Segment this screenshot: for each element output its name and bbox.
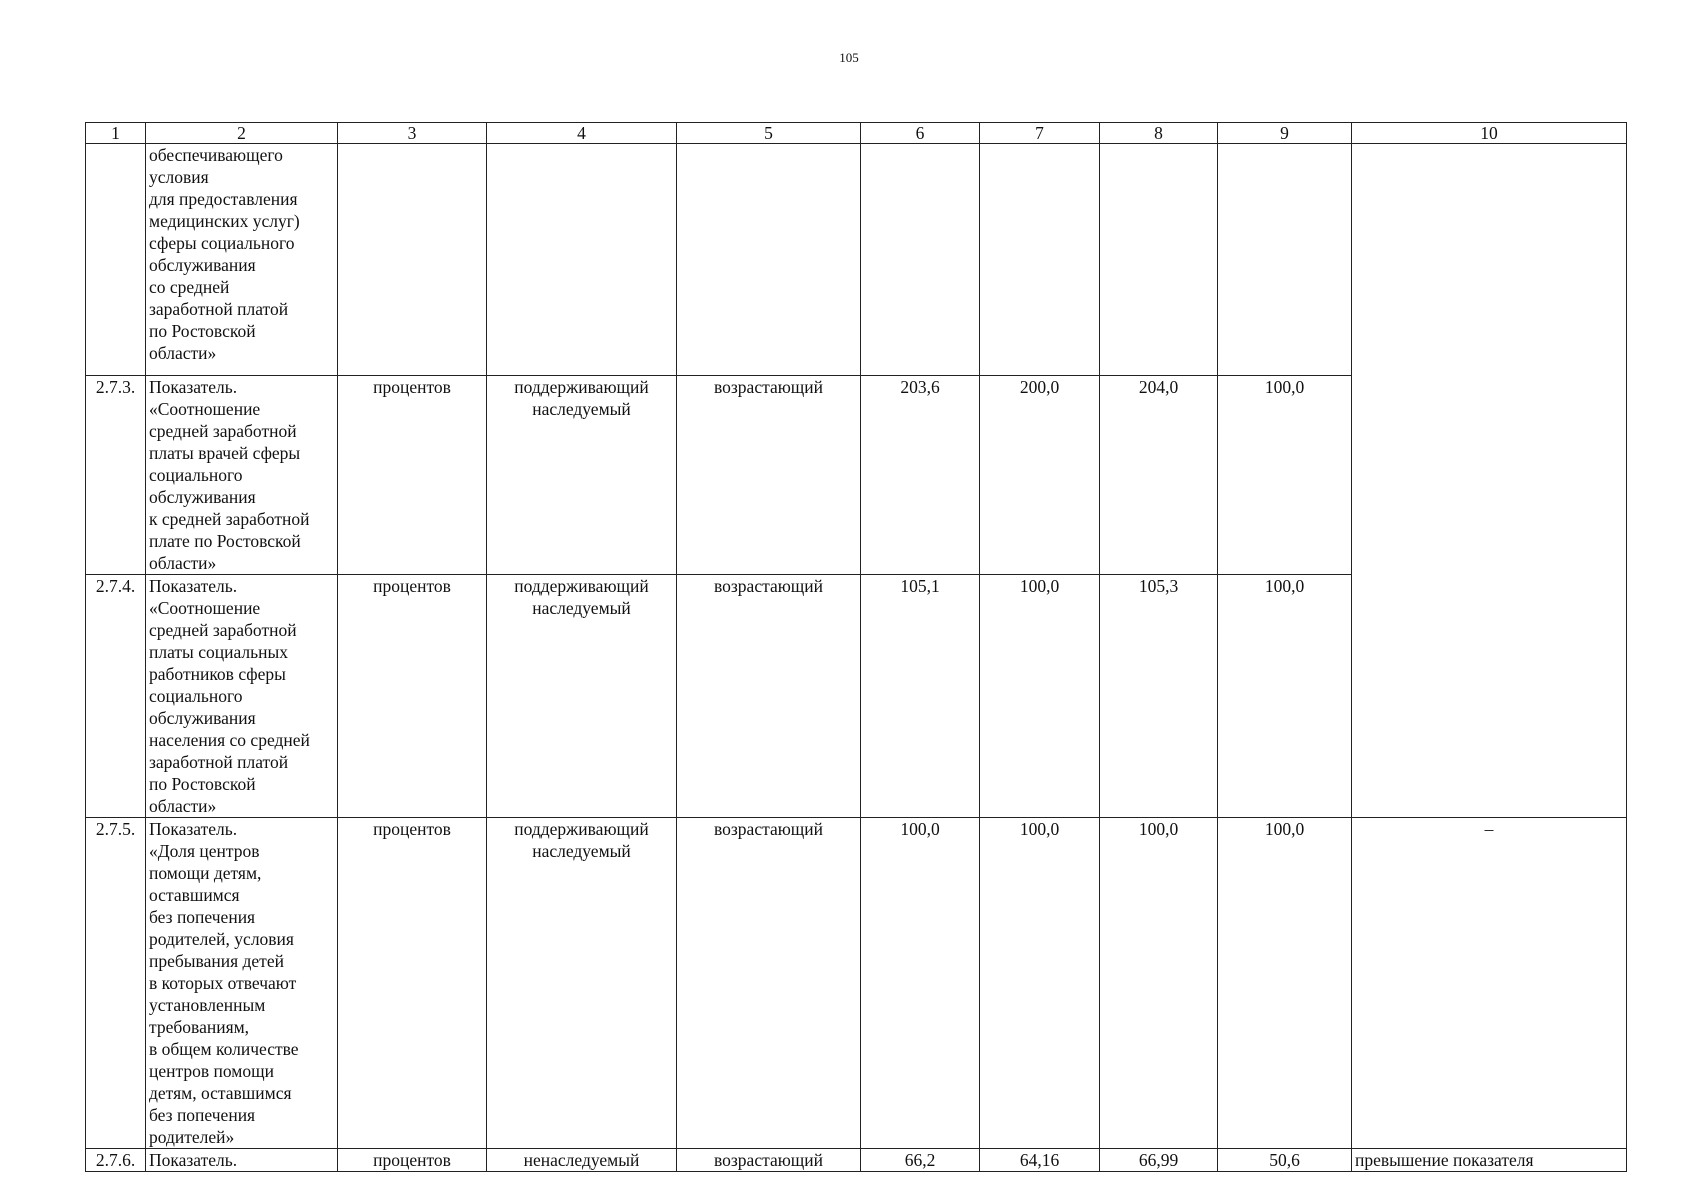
column-header: 6 [861, 123, 980, 144]
indicator-name-cell: Показатель. [146, 1149, 338, 1172]
value-cell: 100,0 [1218, 575, 1352, 818]
table-row [86, 818, 1627, 1149]
direction-cell: возрастающий [677, 818, 861, 1149]
indicator-name-cell: обеспечивающего условия для предоставления медицинских услуг) сферы социального обслуживания со средней заработной платой по Ростовской области» [146, 144, 338, 376]
note-cell: превышение показателя [1352, 1149, 1627, 1172]
table-row [86, 1149, 1627, 1172]
value-cell: 100,0 [1218, 376, 1352, 575]
indicator-name-cell: Показатель. «Соотношение средней заработной платы врачей сферы социального обслуживания к средней заработной плате по Ростовской области» [146, 376, 338, 575]
direction-cell: возрастающий [677, 575, 861, 818]
row-number-cell: 2.7.4. [86, 575, 146, 818]
value-cell [1218, 144, 1352, 376]
column-header: 5 [677, 123, 861, 144]
value-cell: 100,0 [980, 818, 1100, 1149]
column-header: 1 [86, 123, 146, 144]
value-cell: 66,99 [1100, 1149, 1218, 1172]
note-cell: – [1352, 818, 1627, 1149]
value-cell [861, 144, 980, 376]
unit-cell: процентов [338, 1149, 487, 1172]
row-number-cell: 2.7.5. [86, 818, 146, 1149]
value-cell: 203,6 [861, 376, 980, 575]
table-row [86, 144, 1627, 376]
unit-cell: процентов [338, 818, 487, 1149]
value-cell: 100,0 [861, 818, 980, 1149]
column-header: 8 [1100, 123, 1218, 144]
value-cell: 100,0 [1218, 818, 1352, 1149]
column-header: 7 [980, 123, 1100, 144]
note-cell [1352, 144, 1627, 818]
column-numbers-row [86, 123, 1627, 144]
indicators-table [85, 122, 1627, 1172]
indicator-name-cell: Показатель. «Доля центров помощи детям, оставшимся без попечения родителей, условия пребывания детей в которых отвечают установленным требованиям, в общем количестве центров помощи детям, оставшимся без попечения родителей» [146, 818, 338, 1149]
direction-cell: возрастающий [677, 1149, 861, 1172]
row-number-cell [86, 144, 146, 376]
value-cell [1100, 144, 1218, 376]
value-cell: 66,2 [861, 1149, 980, 1172]
column-header: 2 [146, 123, 338, 144]
value-cell: 100,0 [1100, 818, 1218, 1149]
page-number: 105 [839, 50, 859, 65]
column-header: 10 [1352, 123, 1627, 144]
value-cell [980, 144, 1100, 376]
unit-cell [338, 144, 487, 376]
unit-cell: процентов [338, 575, 487, 818]
unit-cell: процентов [338, 376, 487, 575]
type-cell: ненаследуемый [487, 1149, 677, 1172]
value-cell: 204,0 [1100, 376, 1218, 575]
type-cell: поддерживающий наследуемый [487, 376, 677, 575]
row-number-cell: 2.7.6. [86, 1149, 146, 1172]
value-cell: 64,16 [980, 1149, 1100, 1172]
value-cell: 50,6 [1218, 1149, 1352, 1172]
indicator-name-cell: Показатель. «Соотношение средней заработной платы социальных работников сферы социального обслуживания населения со средней заработной платой по Ростовской области» [146, 575, 338, 818]
column-header: 4 [487, 123, 677, 144]
direction-cell: возрастающий [677, 376, 861, 575]
type-cell: поддерживающий наследуемый [487, 575, 677, 818]
value-cell: 105,1 [861, 575, 980, 818]
type-cell: поддерживающий наследуемый [487, 818, 677, 1149]
type-cell [487, 144, 677, 376]
value-cell: 200,0 [980, 376, 1100, 575]
value-cell: 105,3 [1100, 575, 1218, 818]
column-header: 3 [338, 123, 487, 144]
direction-cell [677, 144, 861, 376]
column-header: 9 [1218, 123, 1352, 144]
value-cell: 100,0 [980, 575, 1100, 818]
row-number-cell: 2.7.3. [86, 376, 146, 575]
